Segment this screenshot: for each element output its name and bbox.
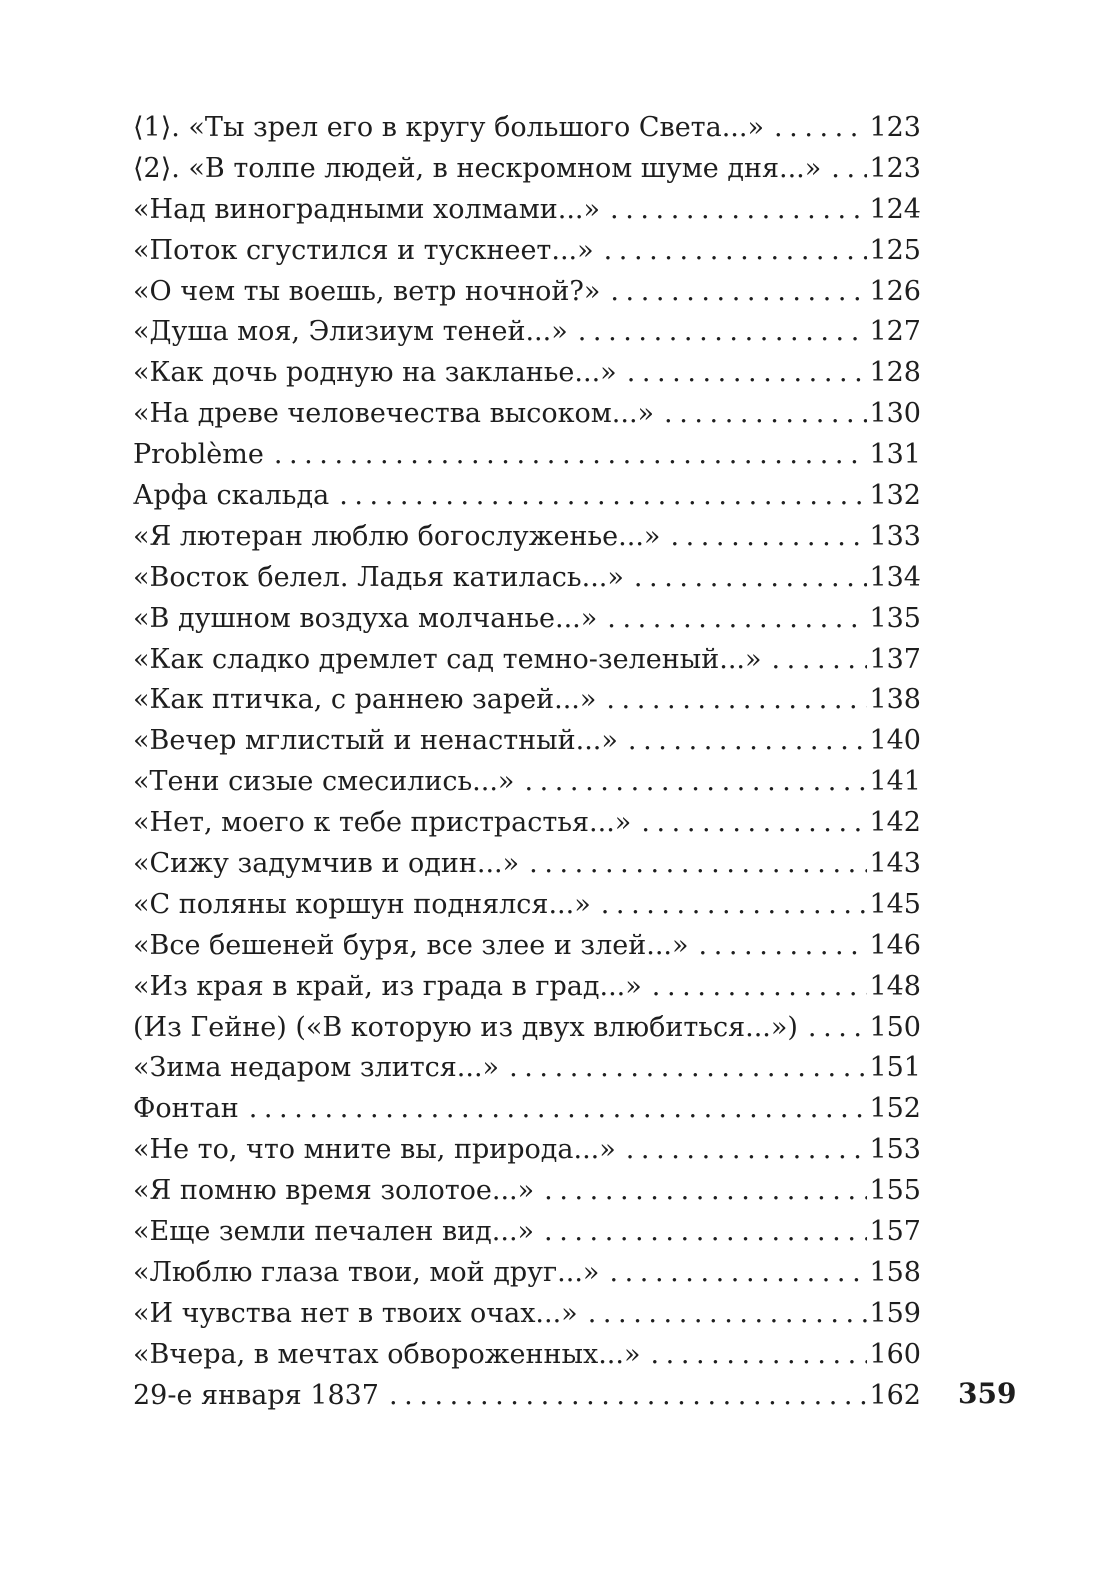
toc-entry-title: «Восток белел. Ладья катилась...» — [133, 558, 634, 599]
toc-entry-page: 158 — [869, 1256, 921, 1288]
toc-entry-page: 146 — [869, 929, 921, 961]
toc-entry-title: «Из края в край, из града в град...» — [133, 967, 652, 1008]
toc-entry-title: «Люблю глаза твои, мой друг...» — [133, 1253, 609, 1294]
toc-entry-title: «Я помню время золотое...» — [133, 1171, 544, 1212]
toc-entry — [133, 640, 921, 681]
dot-leader — [808, 1008, 868, 1049]
toc-entry-page: 141 — [869, 766, 921, 798]
dot-leader — [588, 1294, 868, 1335]
dot-leader — [634, 558, 868, 599]
dot-leader — [607, 599, 867, 640]
toc-entry-page: 140 — [869, 725, 921, 757]
dot-leader — [529, 844, 867, 885]
toc-entry — [133, 353, 921, 394]
toc-entry-page: 145 — [869, 888, 921, 920]
toc-entry-title: «И чувства нет в твоих очах...» — [133, 1294, 588, 1335]
toc-entry — [133, 680, 921, 721]
toc-entry — [133, 1253, 921, 1294]
dot-leader — [610, 190, 867, 231]
dot-leader — [627, 353, 868, 394]
toc-entry-title: «Вечер мглистый и ненастный...» — [133, 721, 628, 762]
toc-entry-page: 125 — [869, 234, 921, 266]
toc-entry-title: «Вчера, в мечтах обвороженных...» — [133, 1335, 651, 1376]
toc-entry — [133, 762, 921, 803]
toc-entry-page: 123 — [869, 112, 921, 143]
toc-entry — [133, 926, 921, 967]
toc-entry-title: «В душном воздуха молчанье...» — [133, 599, 607, 640]
dot-leader — [339, 476, 867, 517]
toc-entry-page: 160 — [869, 1338, 921, 1370]
toc-entry — [133, 1212, 921, 1253]
toc-entry-title: «Зима недаром злится...» — [133, 1048, 509, 1089]
dot-leader — [274, 435, 868, 476]
toc-entry-title: «Как дочь родную на закланье...» — [133, 353, 627, 394]
toc-entry-page: 124 — [869, 193, 921, 225]
toc-entry — [133, 435, 921, 476]
toc-entry — [133, 108, 921, 149]
toc-entry-title: «Как сладко дремлет сад темно-зеленый...» — [133, 640, 772, 681]
toc-entry-page: 130 — [869, 398, 921, 430]
dot-leader — [774, 108, 867, 149]
toc-entry-page: 150 — [869, 1011, 921, 1043]
toc-entry-title: «Над виноградными холмами...» — [133, 190, 610, 231]
toc-entry-page: 128 — [869, 357, 921, 389]
toc-entry — [133, 149, 921, 190]
dot-leader — [670, 517, 867, 558]
toc-entry — [133, 599, 921, 640]
dot-leader — [772, 640, 868, 681]
toc-entry-title: 29-е января 1837 — [133, 1376, 389, 1417]
dot-leader — [509, 1048, 867, 1089]
table-of-contents — [133, 108, 921, 1417]
dot-leader — [524, 762, 867, 803]
toc-entry-page: 155 — [869, 1175, 921, 1207]
dot-leader — [652, 967, 868, 1008]
toc-entry-page: 148 — [869, 970, 921, 1002]
toc-entry — [133, 312, 921, 353]
dot-leader — [544, 1212, 867, 1253]
toc-entry — [133, 394, 921, 435]
toc-entry-page: 123 — [869, 152, 921, 184]
page-number: 359 — [958, 1377, 1017, 1410]
toc-entry-title: «Поток сгустился и тускнеет...» — [133, 231, 604, 272]
toc-entry — [133, 885, 921, 926]
toc-entry-page: 159 — [869, 1297, 921, 1329]
dot-leader — [249, 1089, 868, 1130]
toc-entry-title: Problème — [133, 435, 274, 476]
toc-entry — [133, 803, 921, 844]
toc-entry-page: 133 — [869, 520, 921, 552]
toc-entry-page: 132 — [869, 480, 921, 512]
toc-entry-page: 127 — [869, 316, 921, 348]
toc-entry — [133, 1294, 921, 1335]
toc-entry-page: 137 — [869, 643, 921, 675]
toc-entry-title: «Душа моя, Элизиум теней...» — [133, 312, 578, 353]
toc-entry-title: «О чем ты воешь, ветр ночной?» — [133, 272, 610, 313]
toc-entry-title: «Нет, моего к тебе пристрастья...» — [133, 803, 641, 844]
toc-entry-page: 138 — [869, 684, 921, 716]
toc-entry-title: «Не то, что мните вы, природа...» — [133, 1130, 626, 1171]
toc-entry — [133, 721, 921, 762]
toc-entry-title: «Я лютеран люблю богослуженье...» — [133, 517, 670, 558]
toc-entry — [133, 517, 921, 558]
toc-entry — [133, 231, 921, 272]
dot-leader — [578, 312, 868, 353]
toc-entry-page: 135 — [869, 602, 921, 634]
dot-leader — [664, 394, 867, 435]
toc-entry-title: ⟨2⟩. «В толпе людей, в нескромном шуме дня...» — [133, 149, 831, 190]
toc-entry — [133, 190, 921, 231]
toc-entry-title: «Сижу задумчив и один...» — [133, 844, 529, 885]
toc-entry — [133, 1376, 921, 1417]
toc-entry-title: ⟨1⟩. «Ты зрел его в кругу большого Света...» — [133, 108, 774, 149]
toc-entry — [133, 272, 921, 313]
toc-entry — [133, 1130, 921, 1171]
toc-entry-title: Арфа скальда — [133, 476, 339, 517]
toc-entry — [133, 1171, 921, 1212]
dot-leader — [831, 149, 867, 190]
toc-entry-title: «Все бешеней буря, все злее и злей...» — [133, 926, 699, 967]
dot-leader — [699, 926, 868, 967]
toc-entry-title: «На древе человечества высоком...» — [133, 394, 664, 435]
toc-entry-title: «Еще земли печален вид...» — [133, 1212, 544, 1253]
toc-entry-page: 142 — [869, 807, 921, 839]
toc-entry — [133, 558, 921, 599]
toc-entry-page: 152 — [869, 1093, 921, 1125]
toc-entry-title: Фонтан — [133, 1089, 249, 1130]
toc-entry-page: 126 — [869, 275, 921, 307]
dot-leader — [389, 1376, 867, 1417]
toc-entry-page: 134 — [869, 561, 921, 593]
toc-entry-page: 153 — [869, 1134, 921, 1166]
dot-leader — [628, 721, 868, 762]
toc-entry — [133, 1008, 921, 1049]
toc-entry — [133, 1335, 921, 1376]
dot-leader — [626, 1130, 868, 1171]
toc-entry — [133, 476, 921, 517]
toc-entry-title: «Как птичка, с раннею зарей...» — [133, 680, 606, 721]
toc-entry — [133, 1048, 921, 1089]
dot-leader — [609, 1253, 867, 1294]
dot-leader — [651, 1335, 868, 1376]
toc-entry-title: «С поляны коршун поднялся...» — [133, 885, 601, 926]
toc-entry — [133, 967, 921, 1008]
toc-entry — [133, 1089, 921, 1130]
dot-leader — [544, 1171, 867, 1212]
dot-leader — [610, 272, 867, 313]
toc-entry-page: 162 — [869, 1379, 921, 1411]
dot-leader — [641, 803, 867, 844]
toc-entry — [133, 844, 921, 885]
toc-entry-page: 151 — [869, 1052, 921, 1084]
toc-entry-page: 143 — [869, 848, 921, 880]
dot-leader — [606, 680, 867, 721]
dot-leader — [601, 885, 868, 926]
toc-entry-title: (Из Гейне) («В которую из двух влюбиться...») — [133, 1008, 808, 1049]
toc-entry-page: 131 — [869, 439, 921, 471]
toc-entry-title: «Тени сизые смесились...» — [133, 762, 524, 803]
toc-entry-page: 157 — [869, 1216, 921, 1248]
dot-leader — [604, 231, 868, 272]
